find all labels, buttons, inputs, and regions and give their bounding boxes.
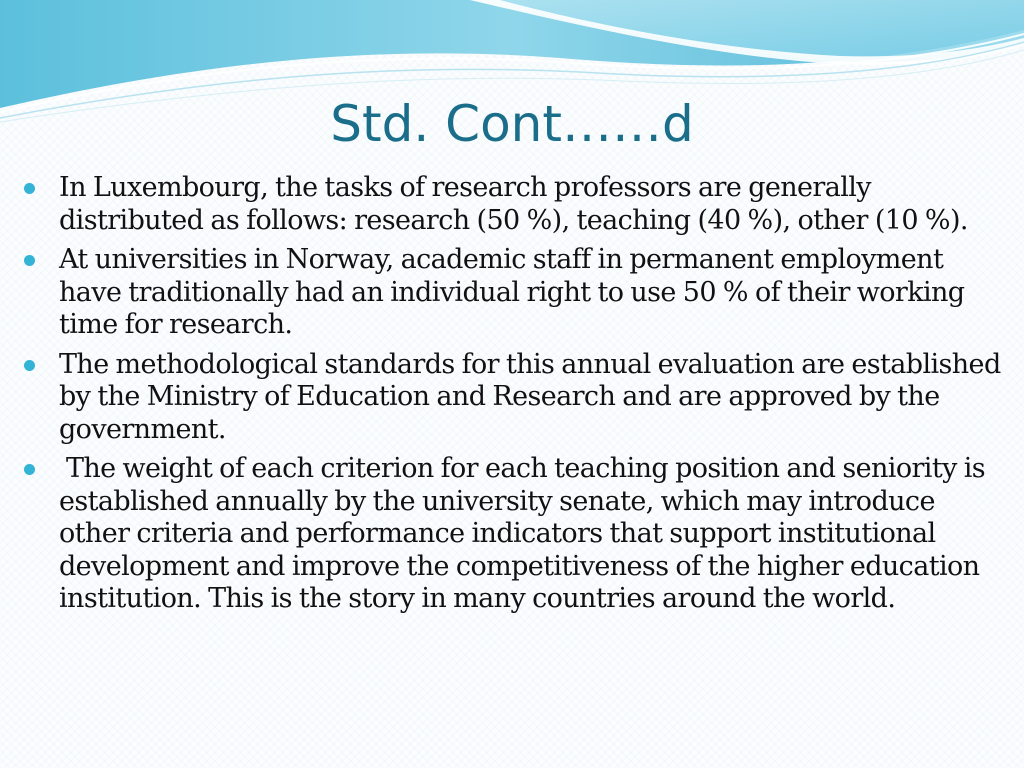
bullet-item: [22, 172, 1002, 237]
bullet-item: [22, 244, 1002, 342]
bullet-text: In Luxembourg, the tasks of research professors are generally distributed as follows: research (50 %), teaching (40 %), other (10 %).: [59, 172, 968, 236]
bullet-text: At universities in Norway, academic staff in permanent employment have traditionally had an individual right to use 50 % of their working time for research.: [59, 244, 965, 340]
bullet-dot-icon: [24, 255, 35, 266]
bullet-text: The methodological standards for this annual evaluation are established by the Ministry of Education and Research and are approved by the government.: [59, 348, 1001, 445]
bullet-dot-icon: [24, 464, 35, 475]
bullet-text: The weight of each criterion for each teaching position and seniority is established annually by the university senate, which may introduce other criteria and performance indicators that support institutional development and improve the competitiveness of the higher education institution. This is the story in many countries around the world.: [59, 453, 992, 614]
slide-title: Std. Cont……d: [330, 95, 694, 153]
bullet-item: [22, 453, 1002, 616]
bullet-dot-icon: [24, 183, 35, 194]
bullet-dot-icon: [24, 360, 35, 371]
bullet-item: [22, 349, 1002, 447]
bullet-list: [22, 172, 1002, 623]
